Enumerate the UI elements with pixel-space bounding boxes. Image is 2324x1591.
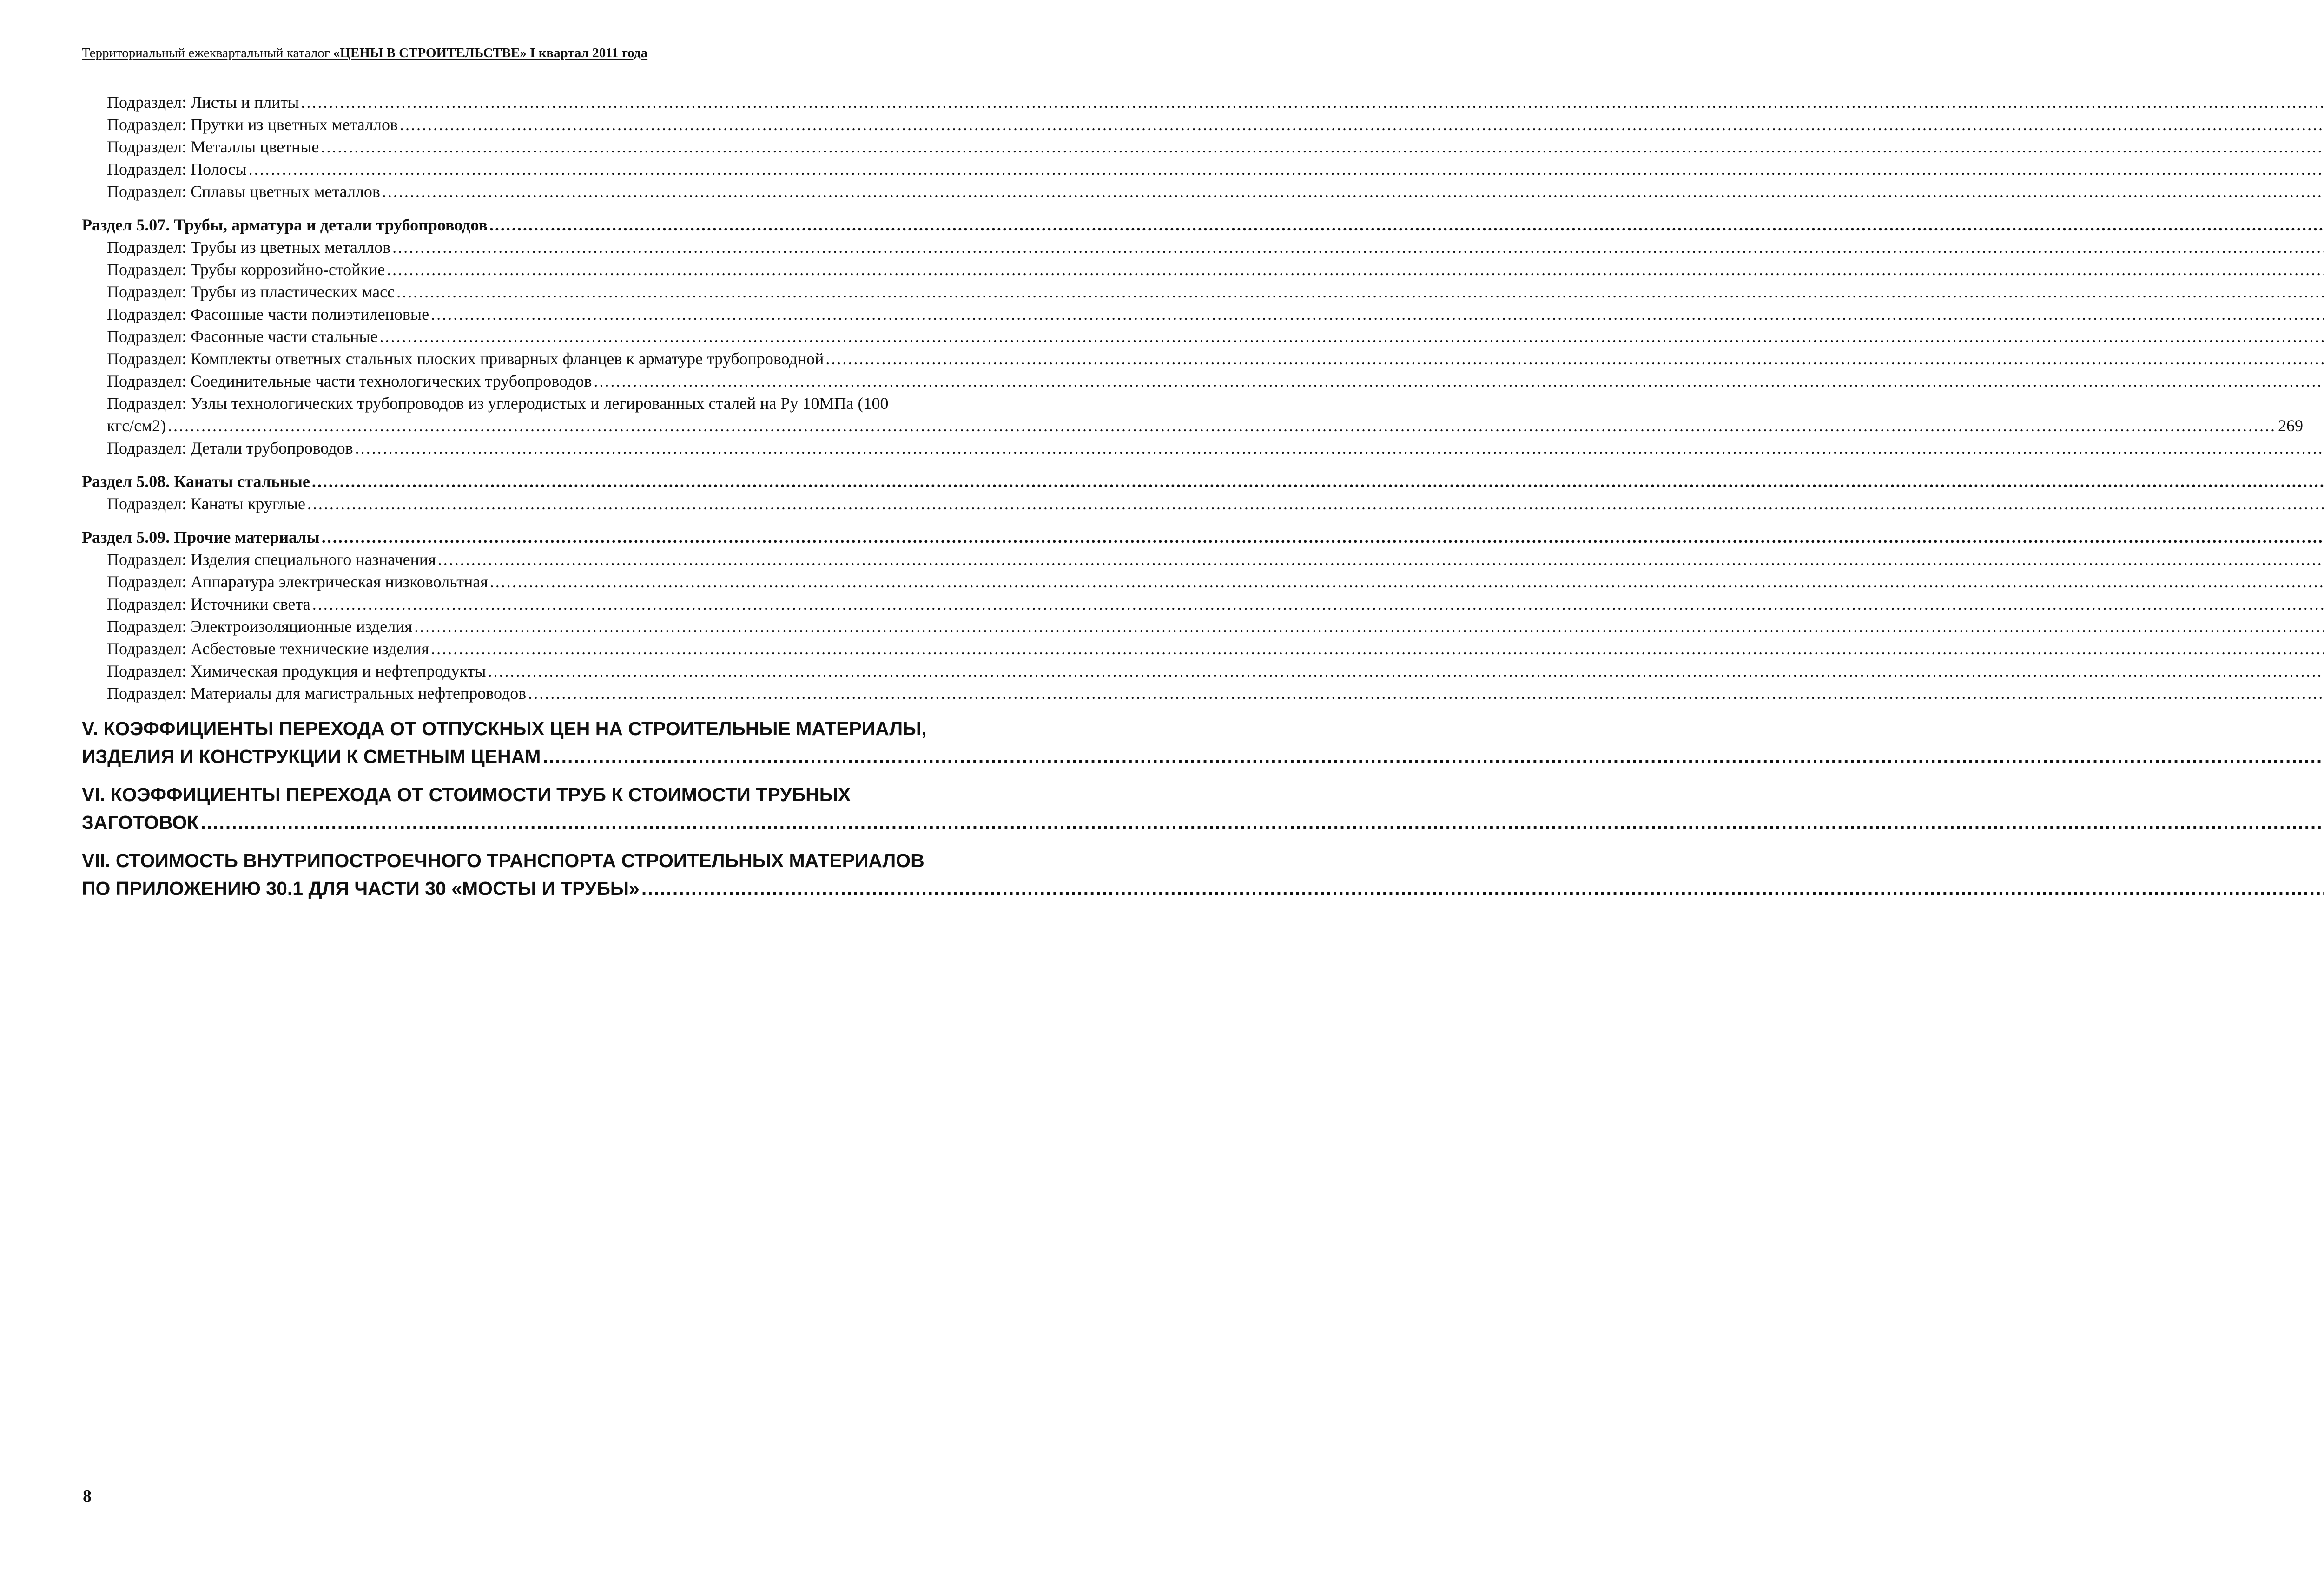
toc-item-title: Подраздел: Фасонные части полиэтиленовые xyxy=(107,305,429,323)
chapter-title-line2: ЗАГОТОВОК xyxy=(82,812,199,833)
toc-item[interactable] xyxy=(82,180,1009,203)
toc-item-title: Подраздел: Фасонные части стальные xyxy=(107,327,378,346)
dot-leader xyxy=(431,638,2324,660)
chapter-title-line1: V. КОЭФФИЦИЕНТЫ ПЕРЕХОДА ОТ ОТПУСКНЫХ ЦЕН НА СТРОИТЕЛЬНЫЕ МАТЕРИАЛЫ, xyxy=(82,718,927,739)
toc-item[interactable] xyxy=(82,303,1009,325)
dot-leader xyxy=(528,682,2324,704)
toc-item[interactable] xyxy=(82,258,1009,281)
toc-item[interactable] xyxy=(82,548,1009,571)
chapter-line2 xyxy=(82,743,1009,770)
toc-item-title: Подраздел: Соединительные части технологических трубопроводов xyxy=(107,372,592,390)
chapter-line2 xyxy=(82,809,1009,836)
dot-leader xyxy=(542,743,2324,770)
toc-item[interactable] xyxy=(82,615,1009,638)
dot-leader xyxy=(488,660,2324,682)
dot-leader xyxy=(321,136,2324,158)
chapter-title-line2: ПО ПРИЛОЖЕНИЮ 30.1 ДЛЯ ЧАСТИ 30 «МОСТЫ И ТРУБЫ» xyxy=(82,878,640,899)
toc-chapter-v[interactable] xyxy=(82,715,1009,770)
toc-item-title-line1: Подраздел: Узлы технологических трубопроводов из углеродистых и легированных сталей на Ру 10МПа (100 xyxy=(107,394,889,413)
toc-item-title: Подраздел: Металлы цветные xyxy=(107,138,319,156)
toc-section-title: Раздел 5.09. Прочие материалы xyxy=(82,528,320,546)
dot-leader xyxy=(641,874,2324,902)
dot-leader xyxy=(382,180,2324,203)
toc-item-page: 269 xyxy=(2278,416,2303,435)
dot-leader xyxy=(490,571,2324,593)
dot-leader xyxy=(168,414,2276,437)
toc-item[interactable] xyxy=(82,348,1009,370)
table-of-contents xyxy=(82,91,2303,902)
toc-item[interactable] xyxy=(82,158,1009,180)
toc-item[interactable] xyxy=(82,660,1009,682)
running-header xyxy=(82,45,1025,61)
toc-item-wrapped[interactable] xyxy=(82,392,2303,437)
dot-leader xyxy=(414,615,2324,638)
toc-item[interactable] xyxy=(82,91,1009,113)
toc-item-title: Подраздел: Трубы коррозийно-стойкие xyxy=(107,260,385,279)
dot-leader xyxy=(431,303,2324,325)
dot-leader xyxy=(400,113,2324,136)
toc-item[interactable] xyxy=(82,281,1009,303)
toc-item[interactable] xyxy=(82,113,1009,136)
toc-item-title: Подраздел: Прутки из цветных металлов xyxy=(107,115,398,134)
toc-item-title: Подраздел: Полосы xyxy=(107,160,247,178)
dot-leader xyxy=(396,281,2324,303)
toc-item-title: Подраздел: Изделия специального назначения xyxy=(107,550,436,569)
chapter-title-line2: ИЗДЕЛИЯ И КОНСТРУКЦИИ К СМЕТНЫМ ЦЕНАМ xyxy=(82,746,541,767)
chapter-line2 xyxy=(82,874,1009,902)
toc-item-title: Подраздел: Трубы из цветных металлов xyxy=(107,238,391,256)
dot-leader xyxy=(489,214,2324,236)
toc-section-title: Раздел 5.08. Канаты стальные xyxy=(82,472,310,491)
dot-leader xyxy=(307,493,2324,515)
dot-leader xyxy=(825,348,2324,370)
toc-section-title: Раздел 5.07. Трубы, арматура и детали трубопроводов xyxy=(82,216,488,234)
dot-leader xyxy=(200,809,2324,836)
toc-item-title-line2: кгс/см2) xyxy=(107,416,166,435)
dot-leader xyxy=(249,158,2324,180)
dot-leader xyxy=(301,91,2324,113)
toc-item[interactable] xyxy=(82,437,1009,459)
dot-leader xyxy=(594,370,2324,392)
toc-item-title: Подраздел: Асбестовые технические изделия xyxy=(107,639,429,658)
toc-item-title: Подраздел: Химическая продукция и нефтепродукты xyxy=(107,662,486,680)
toc-item-title: Подраздел: Канаты круглые xyxy=(107,494,305,513)
toc-item[interactable] xyxy=(82,325,1009,348)
dot-leader xyxy=(438,548,2324,571)
toc-item[interactable] xyxy=(82,638,1009,660)
dot-leader xyxy=(387,258,2324,281)
dot-leader xyxy=(355,437,2324,459)
toc-section-5-09[interactable] xyxy=(82,526,1009,548)
chapter-title-line1: VI. КОЭФФИЦИЕНТЫ ПЕРЕХОДА ОТ СТОИМОСТИ ТРУБ К СТОИМОСТИ ТРУБНЫХ xyxy=(82,784,851,805)
toc-item-title: Подраздел: Детали трубопроводов xyxy=(107,439,353,457)
toc-item-title: Подраздел: Материалы для магистральных нефтепроводов xyxy=(107,684,527,703)
toc-item[interactable] xyxy=(82,593,1009,615)
toc-item-title: Подраздел: Листы и плиты xyxy=(107,93,299,112)
toc-chapter-vii[interactable] xyxy=(82,847,1009,902)
toc-item[interactable] xyxy=(82,571,1009,593)
header-prefix: Территориальный ежеквартальный каталог xyxy=(82,46,333,60)
toc-item-title: Подраздел: Комплекты ответных стальных плоских приварных фланцев к арматуре трубопроводной xyxy=(107,349,824,368)
header-title: «ЦЕНЫ В СТРОИТЕЛЬСТВЕ» I квартал 2011 года xyxy=(333,46,648,60)
toc-chapter-vi[interactable] xyxy=(82,781,1009,836)
toc-item-line2 xyxy=(82,414,2303,437)
toc-item[interactable] xyxy=(82,493,1009,515)
dot-leader xyxy=(392,236,2324,258)
dot-leader xyxy=(312,593,2324,615)
chapter-title-line1: VII. СТОИМОСТЬ ВНУТРИПОСТРОЕЧНОГО ТРАНСПОРТА СТРОИТЕЛЬНЫХ МАТЕРИАЛОВ xyxy=(82,850,924,871)
toc-item[interactable] xyxy=(82,136,1009,158)
dot-leader xyxy=(312,470,2324,493)
dot-leader xyxy=(380,325,2324,348)
toc-item-title: Подраздел: Аппаратура электрическая низковольтная xyxy=(107,572,488,591)
page-number: 8 xyxy=(83,1486,92,1506)
dot-leader xyxy=(322,526,2324,548)
toc-section-5-08[interactable] xyxy=(82,470,1009,493)
toc-item-title: Подраздел: Трубы из пластических масс xyxy=(107,283,395,301)
toc-item-title: Подраздел: Сплавы цветных металлов xyxy=(107,182,380,201)
toc-item-title: Подраздел: Электроизоляционные изделия xyxy=(107,617,412,636)
toc-item[interactable] xyxy=(82,682,1009,704)
toc-item-title: Подраздел: Источники света xyxy=(107,595,310,613)
toc-item[interactable] xyxy=(82,236,1009,258)
toc-item[interactable] xyxy=(82,370,1009,392)
toc-section-5-07[interactable] xyxy=(82,214,1009,236)
